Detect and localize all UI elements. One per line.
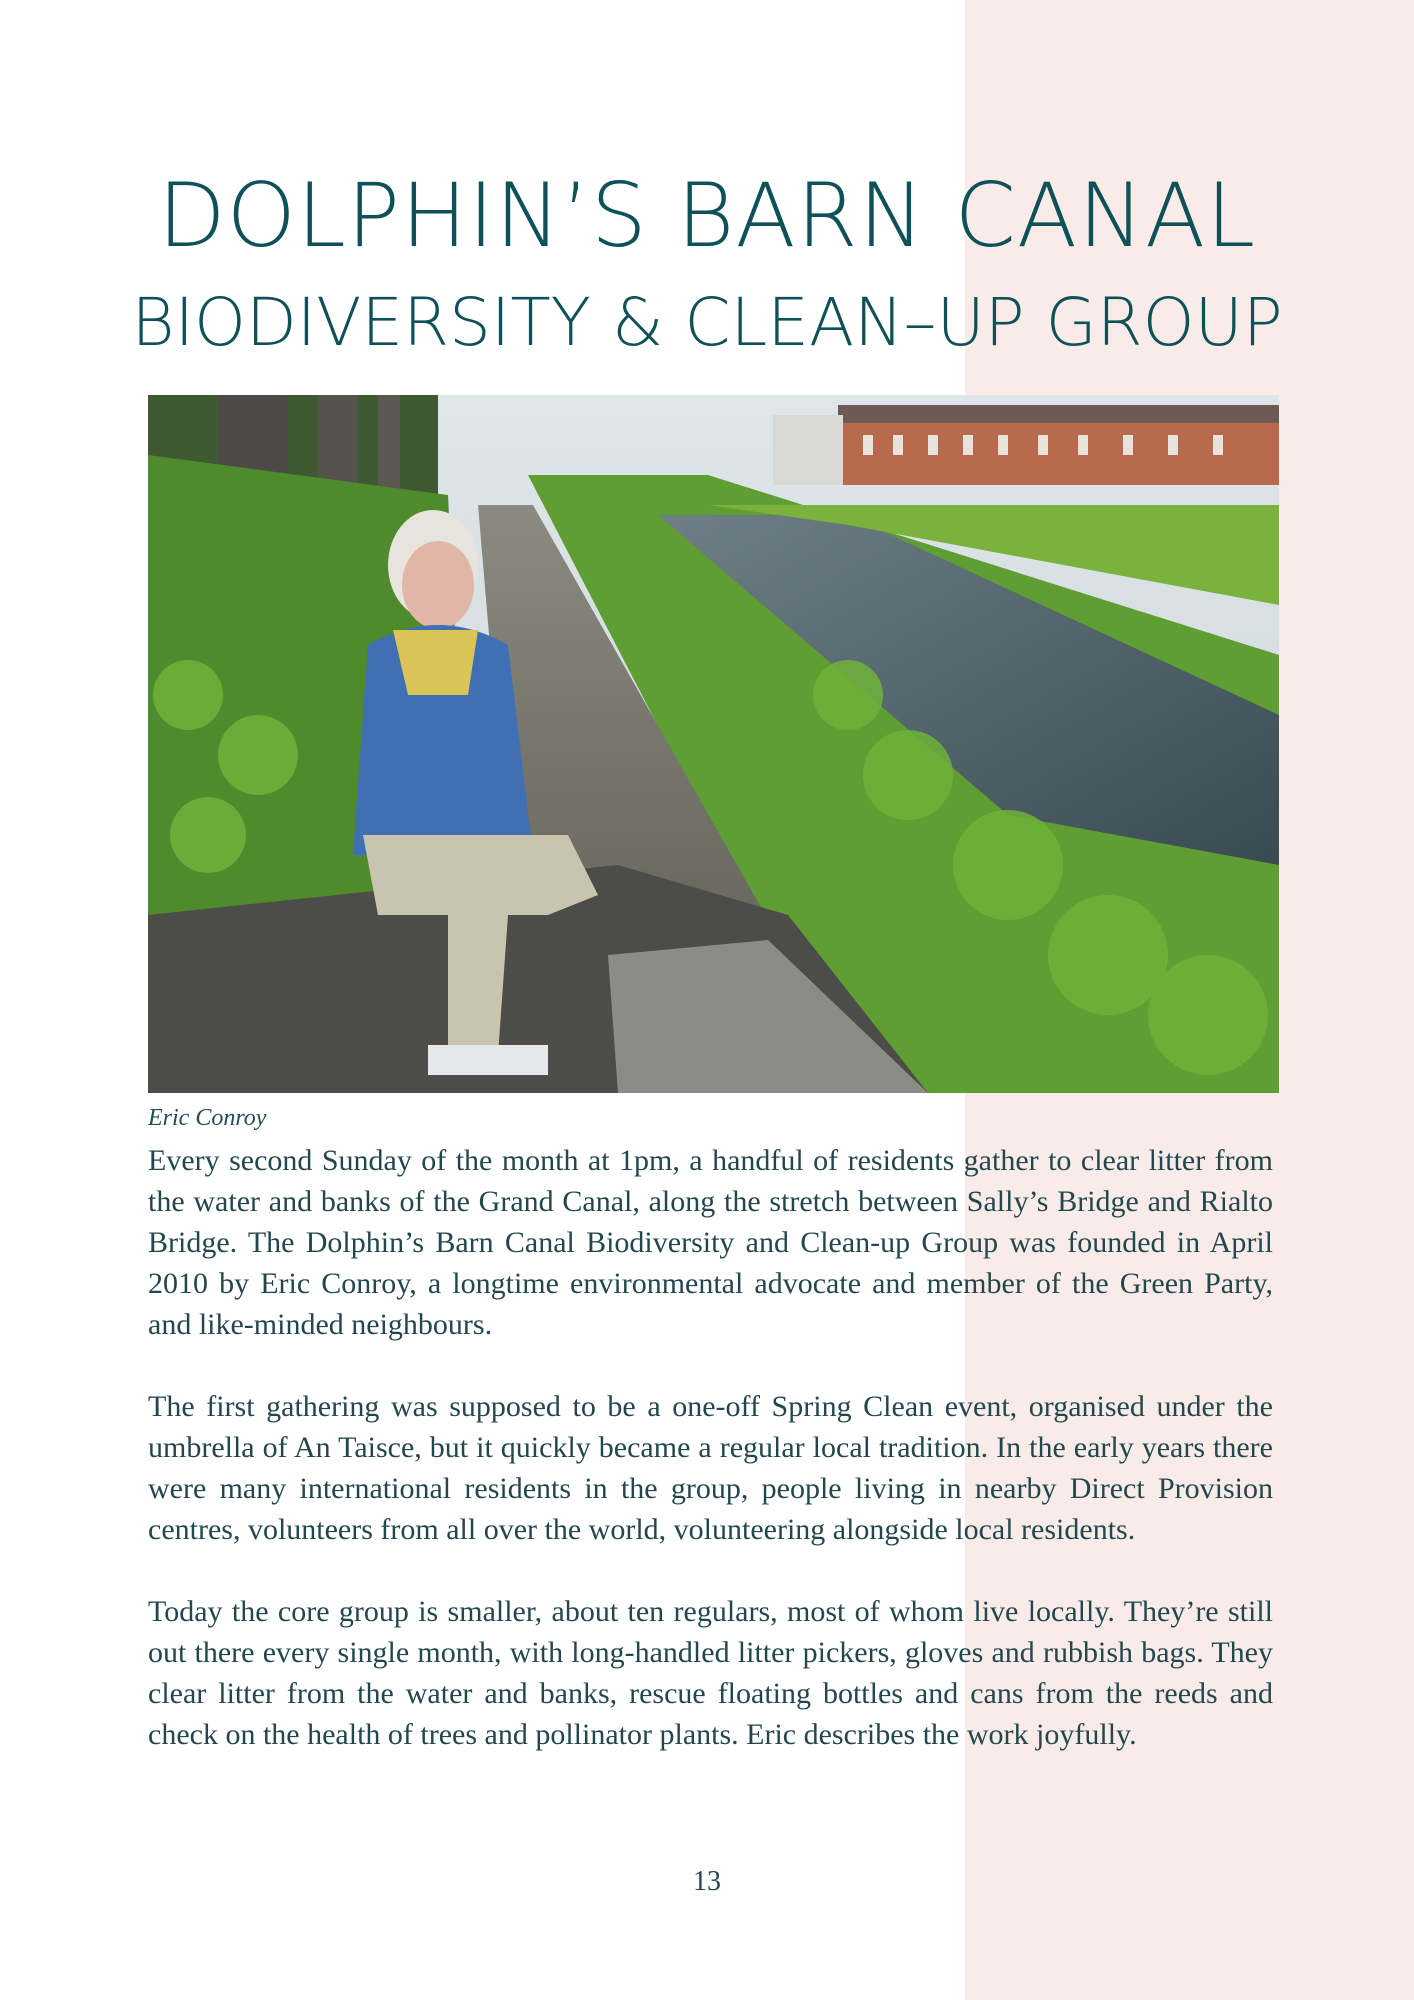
paragraph-1: Every second Sunday of the month at 1pm, a handful of residents gather to clear litter from the water and banks of the Grand Canal, along the stretch between Sally’s Bridge and Rialto Bridge. The Dolphin’s Barn Canal Biodiversity and Clean-up Group was founded in April 2010 by Eric Conroy, a longtime environmental advocate and member of the Green Party, and like-minded neighbours. — [148, 1144, 1273, 1341]
paragraph-2: The first gathering was supposed to be a one-off Spring Clean event, organised under the umbrella of An Taisce, but it quickly became a regular local tradition. In the early years there were many international residents in the group, people living in nearby Direct Provision centres, volunteers from all over the world, volunteering alongside local residents. — [148, 1390, 1273, 1546]
page-subtitle: BIODIVERSITY & CLEAN–UP GROUP — [131, 284, 1283, 361]
paragraph-3: Today the core group is smaller, about ten regulars, most of whom live locally. They’re still out there every single month, with long-handled litter pickers, gloves and rubbish bags. They clear litter from the water and banks, rescue floating bottles and cans from the reeds and check on the health of trees and pollinator plants. Eric describes the work joyfully. — [148, 1595, 1273, 1751]
article-body — [148, 1140, 1273, 1796]
page-number: 13 — [693, 1866, 721, 1897]
photo-eric-conroy — [148, 395, 1279, 1093]
photo-caption: Eric Conroy — [148, 1105, 267, 1131]
page-title: DOLPHIN’S BARN CANAL — [157, 164, 1257, 267]
